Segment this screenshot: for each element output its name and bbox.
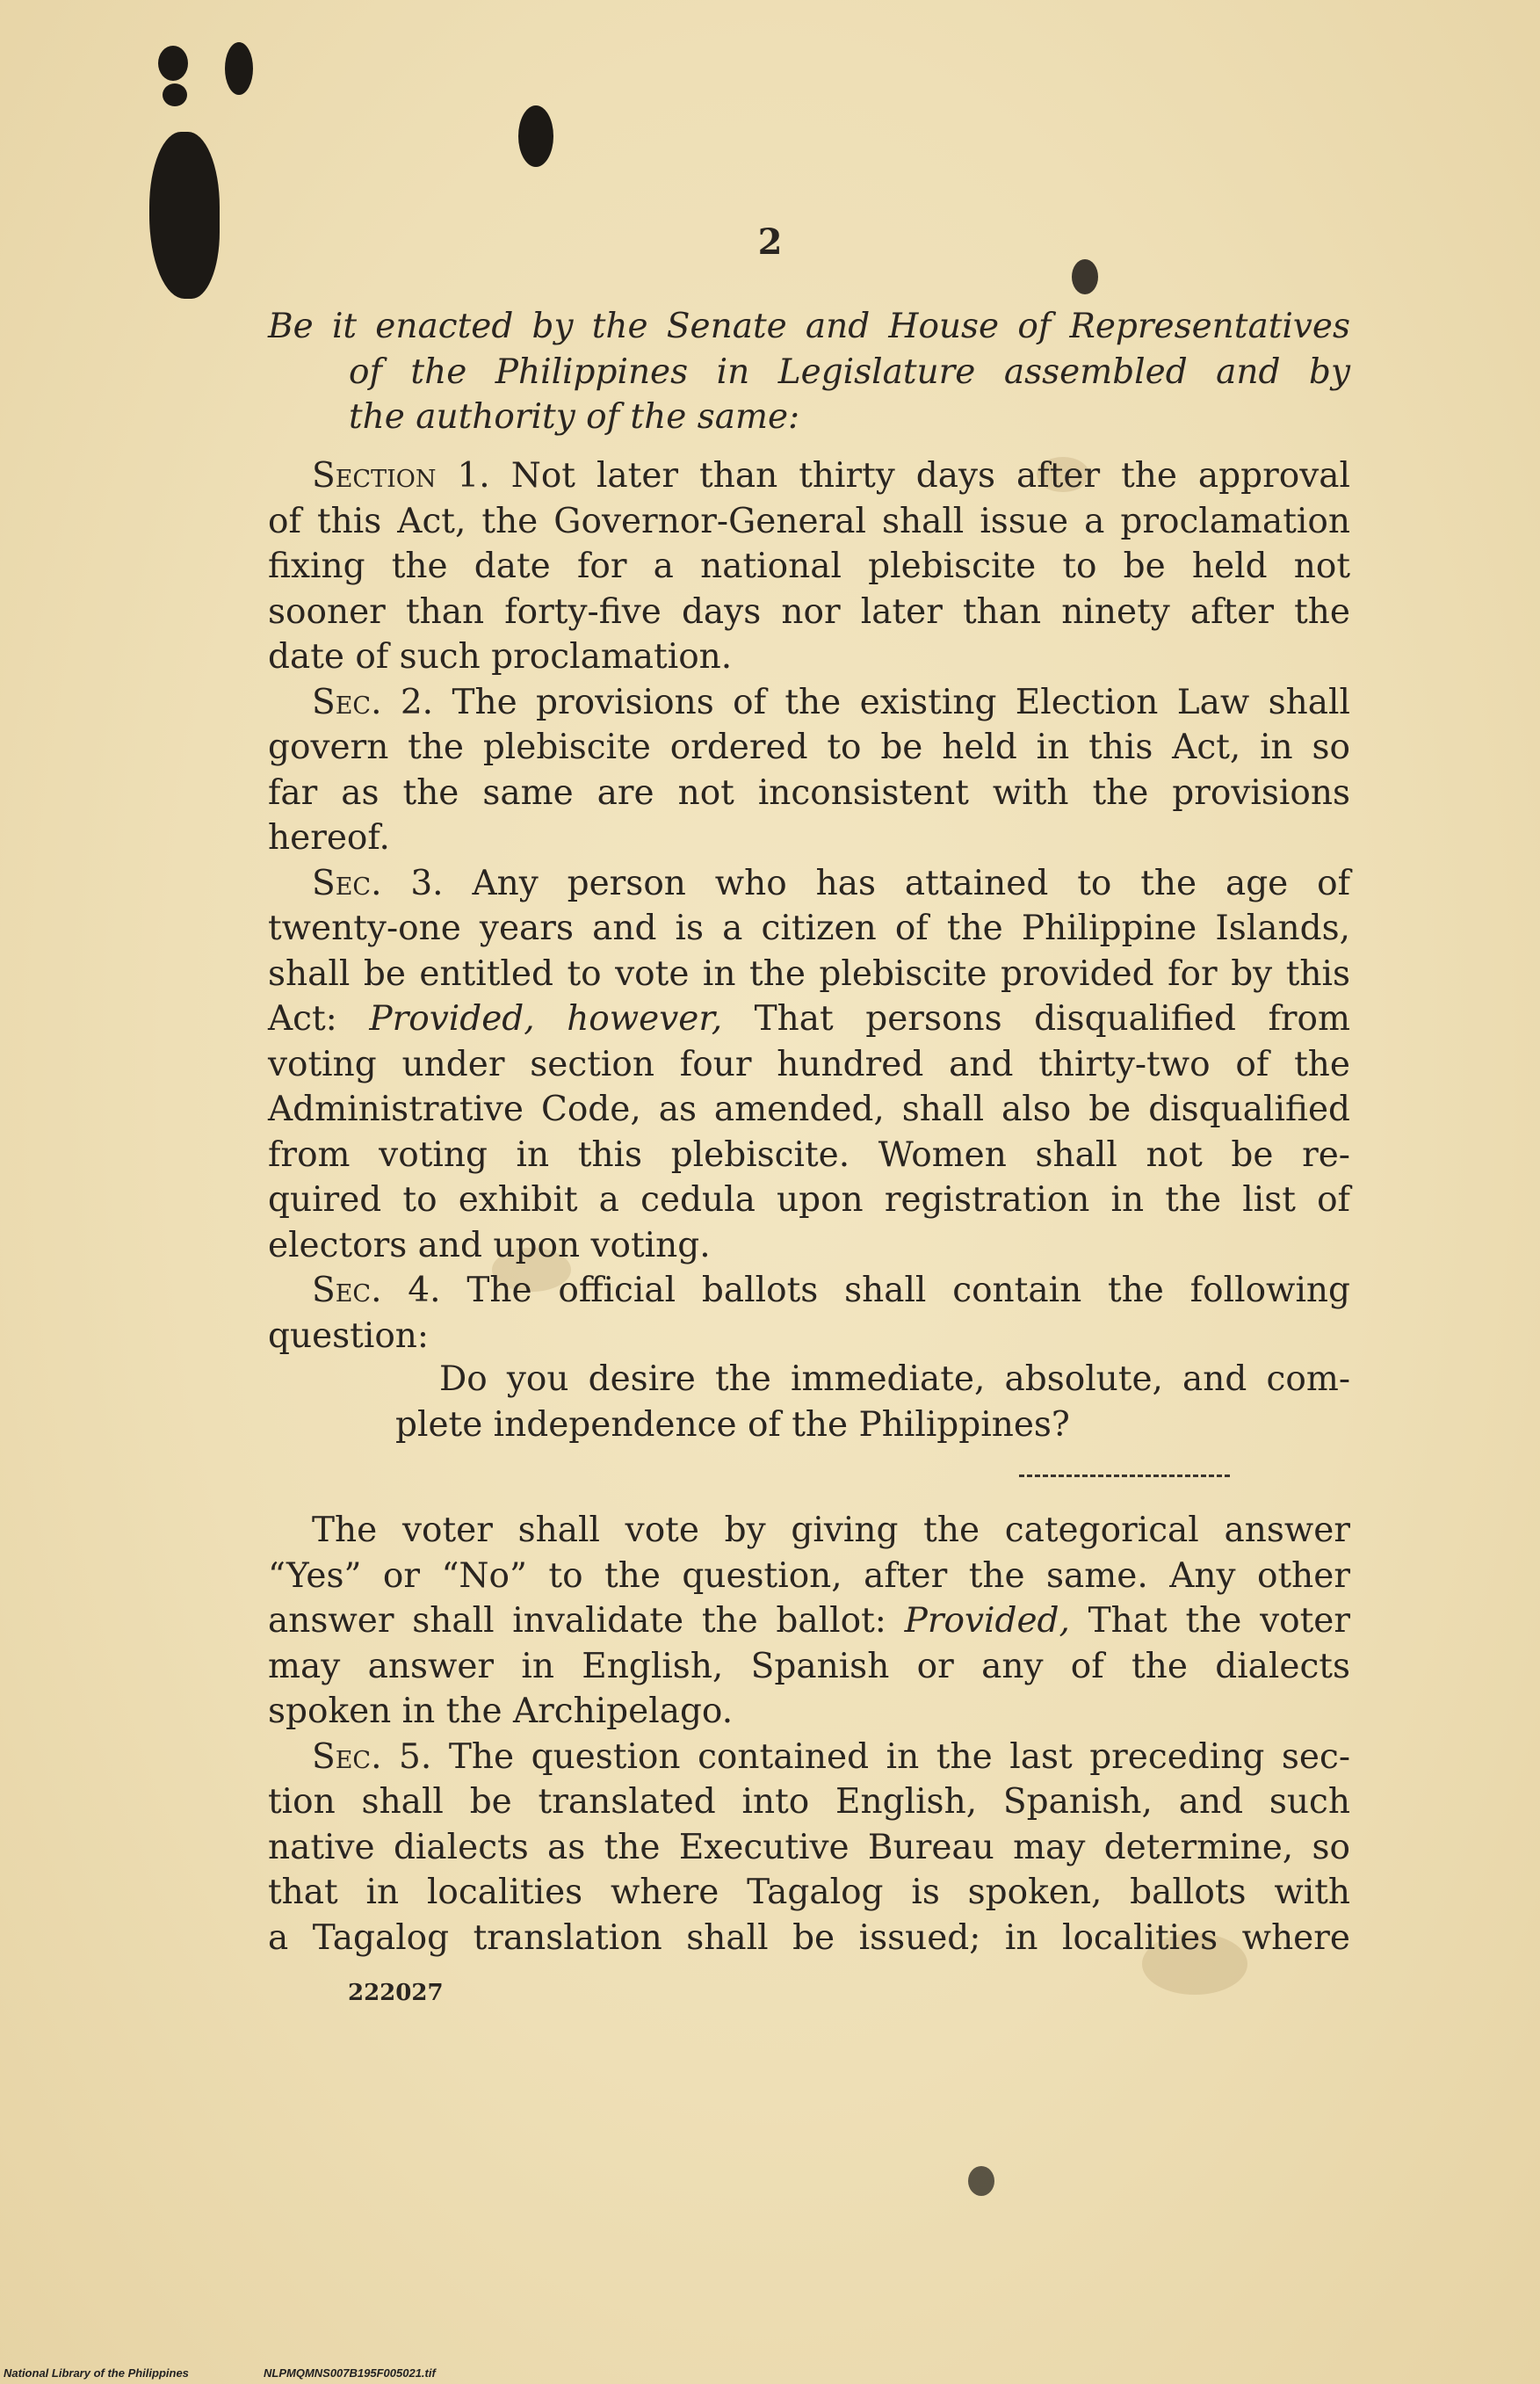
voter-paragraph-line: spoken in the Archipelago.	[268, 1692, 734, 1731]
enacting-line: Be it enacted by the Senate and House of Representatives	[268, 307, 1350, 346]
section-line: quired to exhibit a cedula upon registration in the list of	[268, 1180, 1350, 1220]
voter-paragraph-line: answer shall invalidate the ballot: Provided, That the voter	[268, 1601, 1350, 1641]
section-label: Sec. 2.	[312, 682, 434, 722]
enacting-clause	[268, 304, 1350, 440]
document-code: 222027	[348, 1980, 444, 2006]
voter-paragraph-line: “Yes” or “No” to the question, after the same. Any other	[268, 1555, 1350, 1596]
section-line: question:	[268, 1315, 430, 1356]
section-line: voting under section four hundred and thirty-two of the	[268, 1044, 1350, 1084]
ink-stain	[1072, 259, 1098, 294]
archive-credit: National Library of the Philippines	[4, 2366, 189, 2380]
section-line: of this Act, the Governor-General shall issue a proclamation	[268, 501, 1350, 541]
section-line: native dialects as the Executive Bureau may determine, so	[268, 1827, 1350, 1867]
section-2-first-line: Sec. 2. The provisions of the existing Election Law shall	[312, 682, 1350, 722]
section-label: Sec. 5.	[312, 1736, 432, 1777]
voter-paragraph-line: The voter shall vote by giving the categorical answer	[312, 1511, 1350, 1550]
section-line: tion shall be translated into English, Spanish, and such	[268, 1782, 1350, 1822]
section-line: that in localities where Tagalog is spoken, ballots with	[268, 1873, 1350, 1912]
section-label: Sec. 3.	[312, 863, 444, 903]
section-line: hereof.	[268, 818, 390, 858]
section-5-first-line: Sec. 5. The question contained in the last preceding sec-	[312, 1736, 1350, 1777]
section-line: date of such proclamation.	[268, 637, 733, 677]
section-line: electors and upon voting.	[268, 1225, 711, 1265]
section-4-first-line: Sec. 4. The official ballots shall contain the following	[312, 1271, 1350, 1310]
section-line: from voting in this plebiscite. Women shall not be re-	[268, 1134, 1350, 1175]
dashed-rule	[1019, 1475, 1230, 1477]
ink-stain	[158, 46, 188, 81]
archive-file-id: NLPMQMNS007B195F005021.tif	[264, 2366, 436, 2380]
voter-paragraph-line: may answer in English, Spanish or any of the dialects	[268, 1646, 1350, 1686]
section-label: Section 1.	[312, 456, 490, 496]
section-line: fixing the date for a national plebiscite to be held not	[268, 547, 1350, 586]
ink-stain	[518, 105, 553, 167]
ink-stain	[149, 132, 220, 299]
ink-stain	[968, 2166, 994, 2196]
section-line: twenty-one years and is a citizen of the Philippine Islands,	[268, 909, 1350, 948]
section-line: Administrative Code, as amended, shall also be disqualified	[268, 1090, 1350, 1129]
question-line: Do you desire the immediate, absolute, and com-	[439, 1359, 1350, 1399]
question-line: plete independence of the Philippines?	[395, 1404, 1070, 1445]
section-line: Act: Provided, however, That persons disqualified from	[268, 999, 1350, 1039]
page-number: 2	[757, 221, 783, 263]
section-line: shall be entitled to vote in the plebiscite provided for by this	[268, 953, 1350, 994]
section-3-first-line: Sec. 3. Any person who has attained to the age of	[312, 863, 1351, 903]
ink-stain	[163, 83, 187, 106]
section-1-first-line: Section 1. Not later than thirty days after the approval	[312, 456, 1350, 496]
section-label: Sec. 4.	[312, 1271, 441, 1310]
section-line: a Tagalog translation shall be issued; in localities where	[268, 1917, 1350, 1958]
section-line: govern the plebiscite ordered to be held in this Act, in so	[268, 728, 1350, 767]
sections-body-continued	[268, 1508, 1350, 1960]
enacting-line: of the Philippines in Legislature assembled and by	[349, 351, 1350, 392]
section-line: far as the same are not inconsistent with the provisions	[268, 772, 1350, 813]
section-line: sooner than forty-five days nor later than ninety after the	[268, 591, 1350, 632]
ballot-question	[395, 1357, 1350, 1447]
enacting-line: the authority of the same:	[349, 397, 800, 437]
ink-stain	[225, 42, 253, 95]
sections-body	[268, 453, 1350, 1359]
